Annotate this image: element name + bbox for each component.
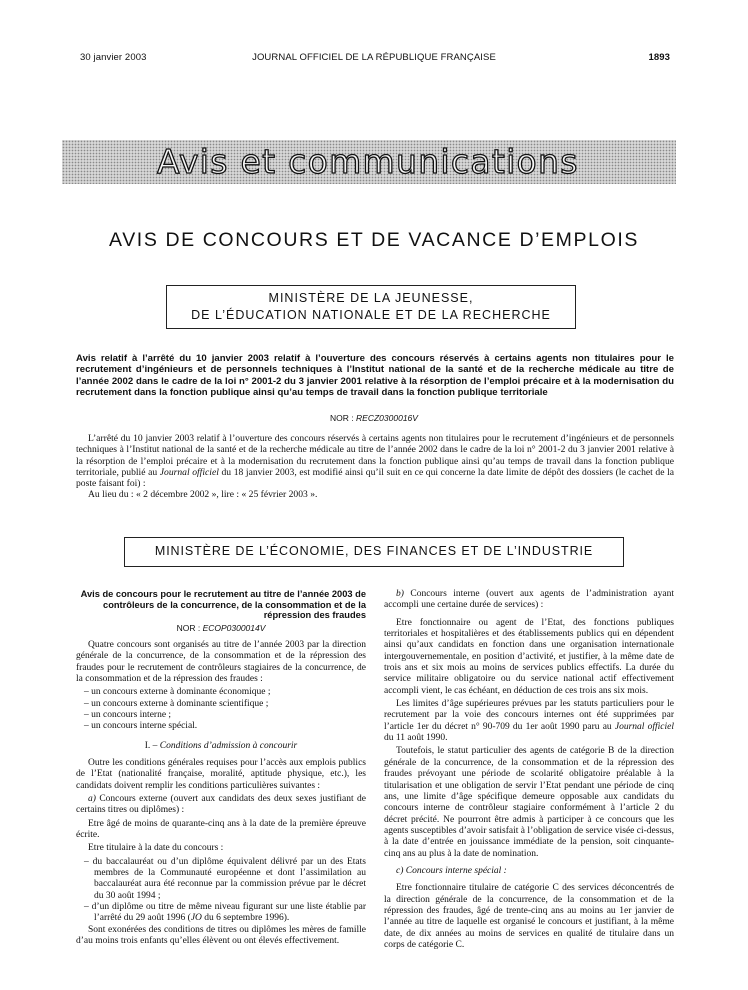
avis1-correction: Au lieu du : « 2 décembre 2002 », lire : « 25 février 2003 ». (88, 489, 318, 501)
left-column (76, 589, 366, 949)
ministry-line1: MINISTÈRE DE LA JEUNESSE, (268, 291, 474, 305)
header-date: 30 janvier 2003 (80, 52, 147, 63)
diploma-item: – du baccalauréat ou d’un diplôme équivalent délivré par un des Etats membres de la Communauté européenne et dont l’assimilation au baccalauréat aura été reconnue par la commission prévue par le décret du 30 août 1994 ; (84, 856, 366, 901)
section-heading (76, 741, 366, 752)
dash2-jo: JO (190, 913, 202, 924)
item-label-a: a) (88, 793, 96, 804)
limites-a: Les limites d’âge supérieures prévues par les statuts particuliers pour le recrutement par la voie des concours internes ont été supprimées par l’article 1er du décret n° 90-709 du 1er août 1990 paru au (384, 699, 674, 732)
section-number: I. – (144, 740, 158, 751)
section-title: Conditions d’admission à concourir (159, 740, 298, 751)
list-item: – un concours externe à dominante scientifique ; (84, 698, 269, 709)
limites-b: du 11 août 1990. (384, 733, 448, 744)
limites-paragraph (384, 699, 674, 744)
avis1-paragraph (76, 433, 674, 489)
item-text-b: Concours interne (ouvert aux agents de l’administration ayant accompli une certaine durée de services) : (384, 589, 674, 611)
avis1-title: Avis relatif à l’arrêté du 10 janvier 2003 relatif à l’ouverture des concours réservés à certains agents non titulaires pour le recrutement d’ingénieurs et de personnels techniques à l’Institut national de la santé et de la recherche médicale au titre de l’année 2002 dans le cadre de la loi n° 2001-2 du 3 janvier 2001 relative à la résorption de l’emploi précaire et à la modernisation du recrutement dans la fonction publique ainsi qu’au temps de travail dans la fonction publique territoriale (76, 353, 674, 399)
age-condition: Etre âgé de moins de quarante-cinq ans à la date de la première épreuve écrite. (76, 818, 366, 840)
avis1-nor (0, 413, 748, 423)
avis1-text-a: L’arrêté du 10 janvier 2003 relatif à l’ouverture des concours réservés à certains agents non titulaires pour le recrutement d’ingénieurs et de personnels techniques à l’Institut national de la santé et de la recherche médicale au titre de l’année 2002 dans le cadre de la loi n° 2001-2 du 3 janvier 2001 relative à la résorption de l’emploi précaire et à la modernisation du recrutement dans la fonction publique ainsi qu’au temps de travail dans la fonction publique territoriale, publié au (76, 433, 674, 478)
page-number: 1893 (648, 52, 670, 63)
nor-code: ECOP0300014V (202, 622, 266, 633)
avis1-body (76, 433, 674, 501)
avis1-journal: Journal officiel (159, 466, 219, 478)
dash2-b: du 6 septembre 1996). (201, 913, 290, 924)
dash2-a: – d’un diplôme ou titre de même niveau figurant sur une liste établie par l’arrêté du 29 août 1996 ( (84, 902, 366, 924)
right-column (384, 589, 674, 953)
avis2-intro: Quatre concours sont organisés au titre de l’année 2003 par la direction générale de la concurrence, de la consommation et de la répression des fraudes pour le recrutement de contrôleurs stagiaires de la concurrence, de la consommation et de la répression des fraudes : (76, 639, 366, 684)
limites-journal: Journal officiel (614, 721, 674, 732)
toutefois-paragraph: Toutefois, le statut particulier des agents de catégorie B de la direction générale de la concurrence, de la consommation et de la répression des fraudes prévoyant une période de scolarité obligatoire préalable à la titularisation et une obligation de servir l’Etat pendant une période de cinq ans, une limite d’âge spécifique demeure opposable aux candidats du concours interne de contrôleur stagiaire conformément à l’article 2 du décret précité. Ne pourront être admis à participer à ce concours que les agents susceptibles d’avoir satisfait à l’obligation de service visée ci-dessus, à la date d’entrée en jouissance immédiate de la pension, soit cinquante-cinq ans au plus à la date de nomination. (384, 746, 674, 859)
avis1-text-b: du 18 janvier 2003, est modifié ainsi qu’il suit en ce qui concerne la date limite de dépôt des dossiers (le cachet de la poste faisant foi) : (76, 466, 674, 490)
concours-interne-special (384, 866, 674, 877)
interne-paragraph: Etre fonctionnaire ou agent de l’Etat, des fonctions publiques territoriales et hospitalières et des établissements publics qui en dépendent ainsi qu’aux candidats en fonction dans une organisation internationale intergouvernementale, en position d’activité, et justifier, à la même date de trois ans et six mois au moins de services publics effectifs. La durée du service militaire obligatoire ou du service national actif effectivement accompli vient, le cas échéant, en déduction de ces trois ans six mois. (384, 617, 674, 696)
ministry-line2: DE L’ÉDUCATION NATIONALE ET DE LA RECHERCHE (191, 308, 551, 322)
item-text-c: Concours interne spécial : (403, 865, 507, 876)
list-item: – un concours interne spécial. (84, 721, 198, 732)
conditions-paragraph: Outre les conditions générales requises pour l’accès aux emplois publics de l’Etat (nationalité française, moralité, aptitude physique, etc.), les candidats doivent remplir les conditions particulières suivantes : (76, 757, 366, 791)
list-item: – un concours interne ; (84, 709, 172, 720)
nor-code: RECZ0300016V (356, 413, 418, 423)
section-banner (62, 140, 676, 184)
item-label-c: c) (396, 865, 404, 876)
exoneration-paragraph: Sont exonérées des conditions de titres ou diplômes les mères de famille d’au moins trois enfants qu’elles élèvent ou ont élevés effectivement. (76, 924, 366, 947)
concours-interne (384, 589, 674, 612)
concours-externe (76, 794, 366, 817)
diploma-item (76, 902, 366, 925)
special-paragraph: Etre fonctionnaire titulaire de catégorie C des services déconcentrés de la direction générale de la concurrence, de la consommation et de la répression des fraudes, âgé de trente-cinq ans au moins au 1er janvier de l’année au titre de laquelle est organisé le concours et justifiant, à la même date, de dix années au moins de services en qualité de titulaire dans un corps de catégorie C. (384, 883, 674, 950)
list-item: – un concours externe à dominante économique ; (84, 687, 271, 698)
item-label-b: b) (396, 589, 404, 599)
ministry-box-education (166, 285, 576, 329)
banner-title: Avis et communications (157, 142, 579, 181)
main-title: AVIS DE CONCOURS ET DE VACANCE D’EMPLOIS (109, 229, 639, 251)
nor-label: NOR : (330, 413, 354, 423)
item-text-a: Concours externe (ouvert aux candidats des deux sexes justifiant de certains titres ou diplômes) : (76, 793, 366, 816)
journal-title: JOURNAL OFFICIEL DE LA RÉPUBLIQUE FRANÇAISE (252, 52, 496, 63)
ministry-box-economie: MINISTÈRE DE L’ÉCONOMIE, DES FINANCES ET DE L’INDUSTRIE (124, 537, 624, 567)
avis2-title: Avis de concours pour le recrutement au titre de l’année 2003 de contrôleurs de la concurrence, de la consommation et de la répression des fraudes (80, 589, 366, 620)
avis2-nor (76, 623, 366, 634)
nor-label: NOR : (176, 622, 201, 633)
titulaire-condition: Etre titulaire à la date du concours : (88, 843, 224, 854)
